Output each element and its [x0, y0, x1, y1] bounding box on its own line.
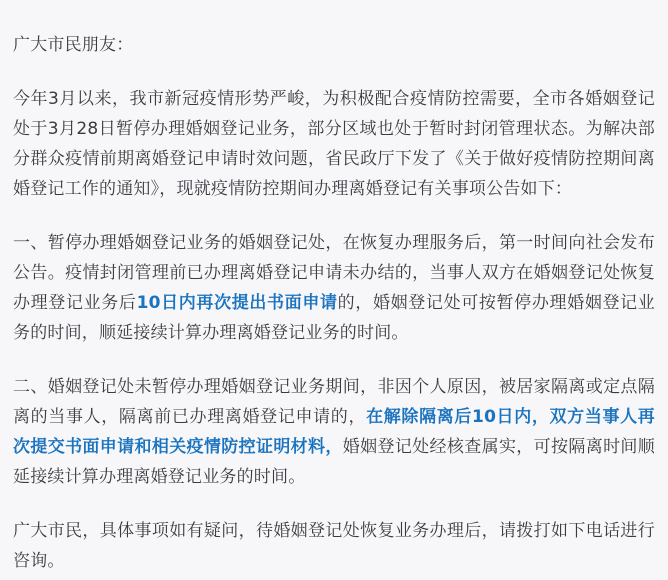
text-segment: 今年3月以来，我市新冠疫情形势严峻，为积极配合疫情防控需要，全市各婚姻登记处于3月28日暂停办理婚姻登记业务，部分区域也处于暂时封闭管理状态。为解决部分群众疫情前期离婚登记申请时效问题，省民政厅下发了《关于做好疫情防控期间离婚登记工作的通知》，现就疫情防控期间办理离婚登记有关事项公告如下： [13, 89, 655, 199]
salutation [13, 30, 655, 60]
text-segment: 的，婚姻登记处可按暂停办理婚姻登记业务的时间，顺延接续计算办理离婚登记业务的时间。 [13, 293, 655, 343]
text-segment: 广大市民，具体事项如有疑问，待婚姻登记处恢复业务办理后，请拨打如下电话进行咨询。 [13, 521, 655, 571]
highlighted-text-deadline-1: 10日内再次提出书面申请 [136, 293, 338, 313]
text-segment: 二、婚姻登记处未暂停办理婚姻登记业务期间，非因个人原因，被居家隔离或定点隔离的当事人，隔离前已办理离婚登记申请的， [13, 377, 655, 427]
paragraph-item-2 [13, 372, 655, 492]
text-segment: 婚姻登记处经核查属实，可按隔离时间顺延接续计算办理离婚登记业务的时间。 [13, 437, 655, 487]
paragraph-item-1 [13, 228, 655, 348]
text-segment: 一、暂停办理婚姻登记业务的婚姻登记处，在恢复办理服务后，第一时间向社会发布公告。疫情封闭管理前已办理离婚登记申请未办结的，当事人双方在婚姻登记处恢复办理登记业务后 [13, 233, 655, 313]
paragraph-closing [13, 516, 655, 576]
highlighted-text-deadline-2: 在解除隔离后10日内，双方当事人再次提交书面申请和相关疫情防控证明材料， [13, 407, 655, 457]
salutation-text: 广大市民朋友： [13, 35, 134, 55]
paragraph-intro [13, 84, 655, 204]
